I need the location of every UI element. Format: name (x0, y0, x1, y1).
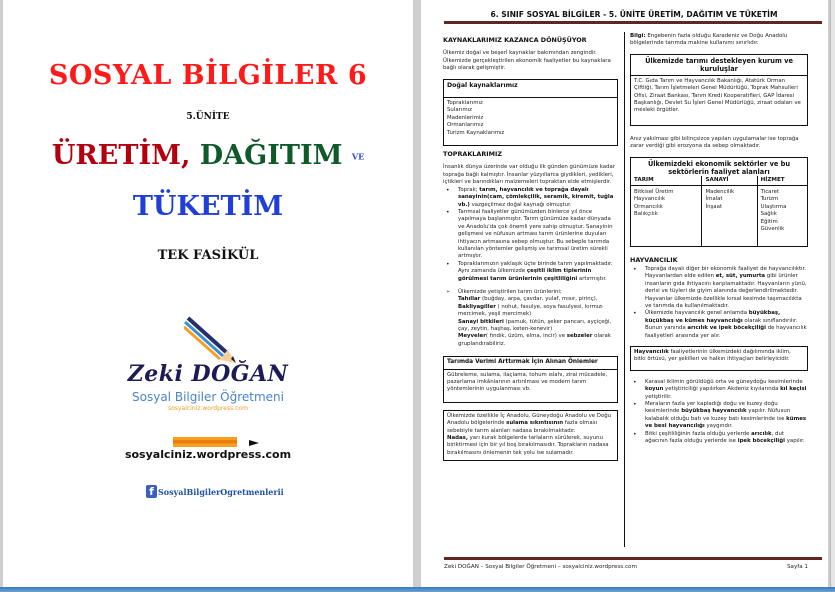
natural-resources-list (444, 98, 617, 145)
institutions-title: Ülkemizde tarımı destekleyen kurum ve kuruluşlar (631, 55, 807, 76)
page-number: Sayfa 1 (786, 564, 808, 570)
footer-text: Zeki DOĞAN – Sosyal Bilgiler Öğretmeni – sosyalciniz.wordpress.com (444, 564, 637, 570)
crop-group: Meyveler( fındık, üzüm, elma, incir) ve sebzeler olarak gruplandırabiliriz. (458, 333, 611, 347)
table-cell-hizmet: Ticaret Turizm Ulaştırma Sağlık Eğitim Güvenlik (760, 189, 787, 233)
facebook-icon: f (146, 485, 157, 498)
livestock-distribution-box (630, 346, 808, 371)
column-header: SANAYİ (702, 176, 757, 186)
sectors-table (631, 176, 807, 246)
pencil-logo-icon (184, 316, 240, 364)
yield-measures-title: Tarımda Verimi Arttırmak İçin Alınan Önlemler (444, 357, 617, 369)
content-page (421, 0, 828, 587)
section-title-livestock: HAYVANCILIK (630, 255, 678, 264)
crops-groups (443, 296, 618, 348)
natural-resources-box (443, 79, 618, 146)
website-link[interactable]: sosyalciniz.wordpress.com (124, 448, 292, 461)
page-header-title: 6. SINIF SOSYAL BİLGİLER - 5. ÜNİTE ÜRETİM, DAĞITIM VE TÜKETİM (490, 10, 778, 19)
crops-intro: ➢ Ülkemizde yetiştirilen tarım ürünlerini; (443, 289, 618, 296)
left-column (443, 33, 618, 466)
vertical-scrollbar[interactable] (830, 0, 835, 587)
cover-page (3, 0, 413, 587)
bullet-item: • Tarımsal faaliyetler günümüzden binlerce yıl önce yapılmaya başlanmıştır. Tarım günümüze kadar dünyada ve Anadolu'da çok önemli yere sahip olmuştur. Sanayinin gelişmesi ve nüfusun artması tarım ürünlerine duyulan ihtiyacın artmasına sebep olmuştur. Bu sebeple tarımda kullanılan yöntemler gelişmiş ve tarımsal üretim sürekli artmıştır. (443, 209, 618, 261)
bullet-item: • Karasal iklimin görüldüğü orta ve güneydoğu kesimlerinde koyun yetiştiriciliği yapılırken Akdeniz kıyılarında kıl keçisi yetiştirilir. (630, 379, 808, 401)
list-item: Madenlerimiz (447, 114, 484, 121)
table-cell-sanayi: Madencilik İmalat İnşaat (702, 186, 757, 246)
yield-measures-text: Gübreleme, sulama, ilaçlama, tohum ıslahı, zirai mücadele, pazarlama imkânlarının artırılması ve modern tarım yöntemlerinin uygulanması vb. (447, 371, 608, 393)
bullet-item: • Bitki çeşitliliğinin fazla olduğu yerlerde arıcılık, dut ağacının fazla olduğu yerlerde ise ipek böcekçiliği yapılır. (630, 431, 808, 446)
bullet-item: • Meraların fazla yer kapladığı doğu ve kuzey doğu kesimlerinde büyükbaş hayvancılık yapılır. Nüfusun kalabalık olduğu batı ve kuzey batı kesimlerinde ise kümes ve besi hayvancılığı yaygındır. (630, 401, 808, 431)
fallow-text: Ülkemizde özellikle İç Anadolu, Güneydoğu Anadolu ve Doğu Anadolu bölgelerinde sulama sıkıntısının fazla olması sebebiyle tarım alanları nadasa bırakılmaktadır. Nadas, yarı kurak bölgelerde tarlaların sürülerek, suyunu biriktirmesi için bir yıl boş bırakılmasıdır. Toprakların nadasa bırakılmasını önlemenin tek yolu ise sulamadır. (447, 412, 612, 456)
soils-intro: İnsanlık dünya üzerinde var olduğu ilk günden günümüze kadar toprağa bağlı kalmıştır. İnsanlar yüzyıllarca giydikleri, yedikleri, içtikleri ve barındıkları malzemeleri topraktan elde etmişlerdir. (443, 164, 616, 186)
right-column (630, 33, 808, 450)
author-site-small: sosyalciniz.wordpress.com (168, 405, 248, 412)
crop-group: Tahıllar (buğday, arpa, çavdar, yulaf, mısır, pirinç), (458, 296, 598, 303)
regional-livestock-bullets (630, 379, 808, 446)
table-cell-tarim: Bitkisel Üretim Hayvancılık Ormancılık Balıkçılık (631, 186, 702, 246)
unit-title-line1 (3, 140, 413, 171)
section-title-soils: TOPRAKLARIMIZ (443, 150, 502, 159)
resources-intro: Ülkemiz doğal ve beşerî kaynaklar bakımından zengindir. Ülkemizde gerçekleştirilen ekonomik faaliyetler bu kaynaklara bağlı olarak gelişmiştir. (443, 50, 611, 72)
bullet-item: • Toprağa dayalı diğer bir ekonomik faaliyet de hayvancılıktır. Hayvanlardan elde edilen et, süt, yumurta gibi ürünler insanların gıda ihtiyacını karşılamaktadır. Hayvanların yünü, derisi ve tüyleri de giyim alanında değerlendirilmektedir. Hayvanlar ülkemizde özellikle kırsal kesimde taşımacılıkta ve tarımda da kullanılmaktadır. (630, 266, 808, 310)
soils-bullets (443, 187, 618, 283)
pencil-tip-icon (249, 440, 259, 446)
fallow-box (443, 410, 618, 461)
institutions-box (630, 54, 808, 126)
bullet-item: • Topraklarımızın yaklaşık üçte birinde tarım yapılmaktadır. Aynı zamanda ülkemizde çeşitli iklim tiplerinin görülmesi tarım ürünlerinin çeşitliliğini artırmıştır. (443, 261, 618, 283)
column-divider (624, 32, 625, 547)
author-name: Zeki DOĞAN (127, 361, 289, 387)
facebook-page-name: SosyalBilgilerOgretmenlerii (158, 486, 284, 497)
sectors-table-box (630, 157, 808, 247)
facebook-link[interactable] (146, 485, 284, 498)
crops-list (443, 289, 618, 296)
unit-title-line2: TÜKETİM (132, 191, 284, 222)
livestock-bullets (630, 266, 808, 340)
natural-resources-title: Doğal kaynaklarımız (444, 80, 617, 98)
unit-label: 5.ÜNİTE (186, 112, 230, 122)
list-item: Ormanlarımız (447, 122, 484, 129)
list-item: Turizm Kaynaklarımız (447, 129, 505, 136)
word-ve: VE (351, 151, 365, 162)
word-uretim: ÜRETİM, (51, 140, 191, 171)
pencil-bar-icon (173, 437, 237, 447)
erosion-note: Anız yakılması gibi bilinçsizce yapılan uygulamalar ise toprağa zarar verdiği gibi erozyona da sebep olmaktadır. (630, 135, 799, 150)
yield-measures-box (443, 356, 618, 403)
list-item: Sularımız (447, 107, 472, 114)
institutions-text: T.C. Gıda Tarım ve Hayvancılık Bakanlığı, Atatürk Orman Çiftliği, Tarım İşletmeleri Genel Müdürlüğü, Toprak Mahsulleri Ofisi, Ziraat Bankası, Tarım Kredi Kooperatifleri, GAP İdaresi Başkanlığı, Devlet Su İşleri Genel Müdürlüğü, ziraat odaları ve mesleki örgütler. (634, 77, 801, 114)
table-header-row (631, 176, 807, 186)
info-note: Bilgi: Engebenin fazla olduğu Karadeniz ve Doğu Anadolu bölgelerinde tarımda makine kullanımı sınırlıdır. (630, 33, 788, 47)
footer-rule (444, 557, 822, 560)
bullet-item: • Toprak; tarım, hayvancılık ve toprağa dayalı sanayinin(cam, çömlekçilik, seramik, kiremit, tuğla vb.) vazgeçilmez doğal kaynağı olmuştur. (443, 187, 618, 209)
bullet-item: • Ülkemizde hayvancılık genel anlamda büyükbaş, küçükbaş ve kümes hayvancılığı olarak sınıflandırılır. Bunun yanında arıcılık ve ipek böcekçiliği de hayvancılık faaliyetleri arasında yer alır. (630, 310, 808, 340)
livestock-distribution-text: Hayvancılık faaliyetlerinin ülkemizdeki dağılımında iklim, bitki örtüsü, yer şekilleri ve halkın ihtiyaçları belirleyicidir. (634, 349, 791, 363)
column-header: TARIM (631, 176, 702, 186)
table-row (631, 186, 807, 246)
list-item: Topraklarımız (447, 100, 483, 107)
section-title-resources: KAYNAKLARIMIZ KAZANCA DÖNÜŞÜYOR (443, 36, 587, 44)
word-dagitim: DAĞITIM (199, 140, 343, 171)
crop-group: Sanayi bitkileri (pamuk, tütün, şeker pancarı, ayçiçeği, çay, zeytin, haşhaş, keten-kenevir) (458, 318, 612, 332)
fascicle-label: TEK FASİKÜL (157, 248, 259, 263)
column-header: HİZMET (757, 176, 807, 186)
cover-title: SOSYAL BİLGİLER 6 (48, 60, 368, 91)
crop-group: Bakliyagiller ( nohut, fasulye, soya fasulyesi, kırmızı mercimek, yeşil mercimek) (458, 303, 603, 318)
sectors-table-title: Ülkemizdeki ekonomik sektörler ve bu sektörlerin faaliyet alanları (647, 159, 791, 176)
author-role: Sosyal Bilgiler Öğretmeni (132, 390, 284, 404)
taskbar-strip (0, 587, 835, 592)
header-rule (444, 21, 822, 24)
